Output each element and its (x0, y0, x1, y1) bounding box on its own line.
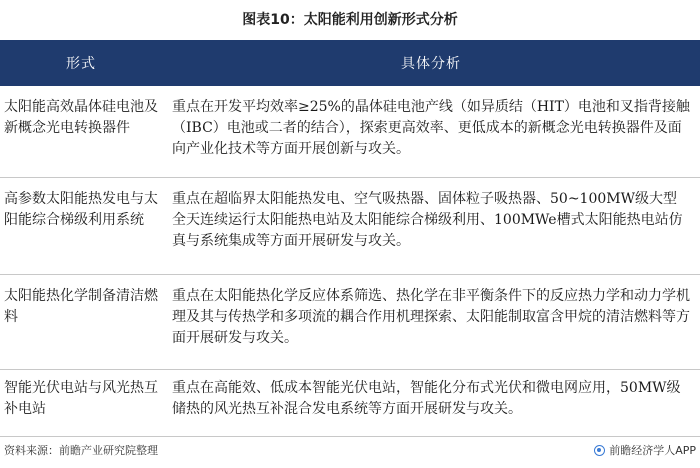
row-analysis-cell: 重点在超临界太阳能热发电、空气吸热器、固体粒子吸热器、50~100MW级大型全天连续运行太阳能热电站及太阳能综合梯级利用、100MWe槽式太阳能热电站仿真与系统集成等方面开展研发与攻关。 (162, 178, 700, 275)
brand-logo-icon (594, 445, 605, 456)
table-header-row (0, 40, 700, 86)
row-analysis-cell: 重点在高能效、低成本智能光伏电站，智能化分布式光伏和微电网应用，50MW级储热的风光热互补混合发电系统等方面开展研发与攻关。 (162, 370, 700, 437)
header-analysis: 具体分析 (162, 40, 700, 86)
brand-label: 前瞻经济学人APP (609, 444, 696, 457)
row-form-cell: 太阳能高效晶体硅电池及新概念光电转换器件 (0, 86, 162, 178)
row-analysis-cell: 重点在开发平均效率≥25%的晶体硅电池产线（如异质结（HIT）电池和叉指背接触（IBC）电池或二者的结合），探索更高效率、更低成本的新概念光电转换器件及面向产业化技术等方面开展创新与攻关。 (162, 86, 700, 178)
row-analysis-cell: 重点在太阳能热化学反应体系筛选、热化学在非平衡条件下的反应热力学和动力学机理及其与传热学和多项流的耦合作用机理探索、太阳能制取富含甲烷的清洁燃料等方面开展研发与攻关。 (162, 275, 700, 370)
table-row (0, 370, 700, 437)
row-form-cell: 高参数太阳能热发电与太阳能综合梯级利用系统 (0, 178, 162, 275)
chart-title: 图表10：太阳能利用创新形式分析 (242, 12, 458, 28)
table-row (0, 86, 700, 178)
row-form-cell: 智能光伏电站与风光热互补电站 (0, 370, 162, 437)
row-form-cell: 太阳能热化学制备清洁燃料 (0, 275, 162, 370)
header-form: 形式 (0, 40, 162, 86)
footer (0, 437, 700, 461)
table-row (0, 275, 700, 370)
brand (594, 442, 696, 458)
source-note: 资料来源：前瞻产业研究院整理 (4, 444, 158, 457)
table-row (0, 178, 700, 275)
analysis-table (0, 40, 700, 437)
